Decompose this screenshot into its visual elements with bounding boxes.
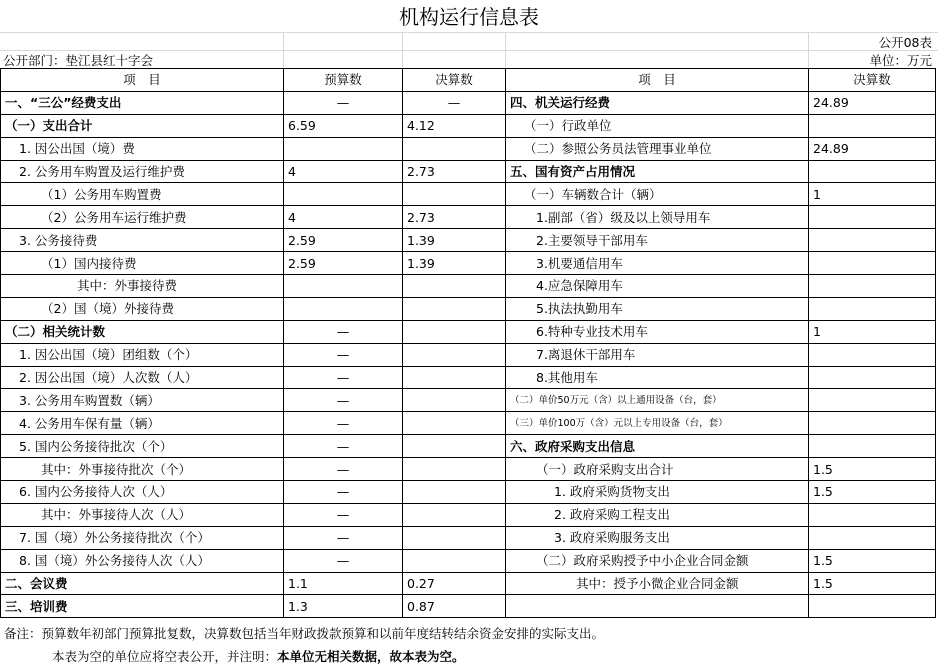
- final-cell: 2.73: [403, 206, 506, 229]
- final-cell: [403, 458, 506, 481]
- right-label: 5.执法执勤用车: [506, 297, 809, 320]
- right-value: [809, 366, 936, 389]
- table-row: [1, 297, 936, 320]
- table-row: [1, 412, 936, 435]
- right-label: 2.主要领导干部用车: [506, 229, 809, 252]
- right-label: 7.离退休干部用车: [506, 343, 809, 366]
- right-value: 1: [809, 183, 936, 206]
- right-value: 1.5: [809, 481, 936, 504]
- final-cell: [403, 526, 506, 549]
- budget-cell: —: [284, 503, 403, 526]
- table-row: [1, 503, 936, 526]
- table-row: [1, 275, 936, 298]
- right-label: 1.副部（省）级及以上领导用车: [506, 206, 809, 229]
- right-value: 24.89: [809, 91, 936, 114]
- row-label: （2）公务用车运行维护费: [1, 206, 284, 229]
- final-cell: 1.39: [403, 252, 506, 275]
- header-row: [1, 69, 936, 92]
- row-label: 1. 因公出国（境）团组数（个）: [1, 343, 284, 366]
- final-cell: [403, 389, 506, 412]
- header-item-right: 项 目: [506, 69, 809, 92]
- budget-cell: —: [284, 526, 403, 549]
- final-cell: 4.12: [403, 114, 506, 137]
- right-label: 3.机要通信用车: [506, 252, 809, 275]
- final-cell: 0.27: [403, 572, 506, 595]
- right-value: [809, 160, 936, 183]
- right-value: [809, 114, 936, 137]
- right-label: （二）政府采购授予中小企业合同金额: [506, 549, 809, 572]
- final-cell: [403, 435, 506, 458]
- right-label: （二）单价50万元（含）以上通用设备（台，套）: [506, 389, 809, 412]
- row-label: 二、会议费: [1, 572, 284, 595]
- budget-cell: [284, 137, 403, 160]
- final-cell: 2.73: [403, 160, 506, 183]
- grid-line: [808, 32, 809, 68]
- table-row: [1, 366, 936, 389]
- budget-cell: 2.59: [284, 229, 403, 252]
- budget-cell: 1.3: [284, 595, 403, 618]
- budget-cell: 4: [284, 160, 403, 183]
- budget-cell: —: [284, 549, 403, 572]
- budget-cell: —: [284, 435, 403, 458]
- right-label: 四、机关运行经费: [506, 91, 809, 114]
- table-row: [1, 114, 936, 137]
- grid-line: [505, 32, 506, 68]
- right-value: 24.89: [809, 137, 936, 160]
- unit-label: 单位：万元: [869, 53, 932, 68]
- budget-cell: 2.59: [284, 252, 403, 275]
- right-label: 2. 政府采购工程支出: [506, 503, 809, 526]
- right-value: [809, 503, 936, 526]
- table-row: [1, 206, 936, 229]
- final-cell: [403, 297, 506, 320]
- final-cell: [403, 183, 506, 206]
- table-row: [1, 320, 936, 343]
- budget-cell: [284, 275, 403, 298]
- table-row: [1, 252, 936, 275]
- right-value: [809, 389, 936, 412]
- row-label: 3. 公务接待费: [1, 229, 284, 252]
- budget-cell: —: [284, 412, 403, 435]
- table-row: [1, 160, 936, 183]
- budget-cell: —: [284, 389, 403, 412]
- right-value: [809, 229, 936, 252]
- final-cell: 1.39: [403, 229, 506, 252]
- right-label: （一）车辆数合计（辆）: [506, 183, 809, 206]
- right-label: （三）单价100万（含）元以上专用设备（台，套）: [506, 412, 809, 435]
- table-row: [1, 549, 936, 572]
- row-label: 其中：外事接待人次（人）: [1, 503, 284, 526]
- final-cell: —: [403, 91, 506, 114]
- right-label: 8.其他用车: [506, 366, 809, 389]
- row-label: 6. 国内公务接待人次（人）: [1, 481, 284, 504]
- budget-cell: [284, 297, 403, 320]
- budget-cell: 6.59: [284, 114, 403, 137]
- header-item: 项 目: [1, 69, 284, 92]
- right-label: 六、政府采购支出信息: [506, 435, 809, 458]
- right-label: 3. 政府采购服务支出: [506, 526, 809, 549]
- final-cell: [403, 366, 506, 389]
- empty-note-prefix: 本表为空的单位应将空表公开，并注明：: [52, 649, 278, 664]
- final-cell: [403, 137, 506, 160]
- header-final-right: 决算数: [809, 69, 936, 92]
- row-label: 4. 公务用车保有量（辆）: [1, 412, 284, 435]
- row-label: 2. 因公出国（境）人次数（人）: [1, 366, 284, 389]
- final-cell: [403, 343, 506, 366]
- right-value: 1.5: [809, 549, 936, 572]
- row-label: （二）相关统计数: [1, 320, 284, 343]
- row-label: 8. 国（境）外公务接待人次（人）: [1, 549, 284, 572]
- budget-cell: 4: [284, 206, 403, 229]
- right-value: 1: [809, 320, 936, 343]
- row-label: （一）支出合计: [1, 114, 284, 137]
- table-row: [1, 91, 936, 114]
- right-value: [809, 343, 936, 366]
- right-label: （一）行政单位: [506, 114, 809, 137]
- right-label: 其中：授予小微企业合同金额: [506, 572, 809, 595]
- budget-cell: —: [284, 481, 403, 504]
- budget-cell: [284, 183, 403, 206]
- table-row: [1, 526, 936, 549]
- table-row: [1, 183, 936, 206]
- table-row: [1, 435, 936, 458]
- right-value: [809, 206, 936, 229]
- right-value: [809, 595, 936, 618]
- row-label: （2）国（境）外接待费: [1, 297, 284, 320]
- row-label: 三、培训费: [1, 595, 284, 618]
- final-cell: [403, 412, 506, 435]
- right-label: （二）参照公务员法管理事业单位: [506, 137, 809, 160]
- table-row: [1, 343, 936, 366]
- final-cell: [403, 320, 506, 343]
- table-row: [1, 458, 936, 481]
- table-row: [1, 595, 936, 618]
- final-cell: [403, 503, 506, 526]
- final-cell: 0.87: [403, 595, 506, 618]
- row-label: 5. 国内公务接待批次（个）: [1, 435, 284, 458]
- page-title: 机构运行信息表: [399, 5, 539, 29]
- right-label: [506, 595, 809, 618]
- row-label: 一、“三公”经费支出: [1, 91, 284, 114]
- final-cell: [403, 549, 506, 572]
- budget-cell: 1.1: [284, 572, 403, 595]
- right-label: 4.应急保障用车: [506, 275, 809, 298]
- right-value: [809, 275, 936, 298]
- right-value: 1.5: [809, 572, 936, 595]
- right-value: 1.5: [809, 458, 936, 481]
- right-value: [809, 252, 936, 275]
- table-row: [1, 572, 936, 595]
- budget-cell: —: [284, 343, 403, 366]
- grid-line: [0, 32, 938, 33]
- table-row: [1, 229, 936, 252]
- remark-note: 备注：预算数年初部门预算批复数，决算数包括当年财政拨款预算和以前年度结转结余资金安排的实际支出。: [4, 626, 605, 641]
- table-row: [1, 389, 936, 412]
- right-label: （一）政府采购支出合计: [506, 458, 809, 481]
- info-table: [0, 68, 936, 618]
- budget-cell: —: [284, 458, 403, 481]
- right-label: 五、国有资产占用情况: [506, 160, 809, 183]
- row-label: 其中：外事接待批次（个）: [1, 458, 284, 481]
- grid-line: [402, 32, 403, 68]
- department-label: 公开部门：垫江县红十字会: [3, 53, 154, 68]
- row-label: 3. 公务用车购置数（辆）: [1, 389, 284, 412]
- header-budget: 预算数: [284, 69, 403, 92]
- budget-cell: —: [284, 366, 403, 389]
- right-value: [809, 435, 936, 458]
- right-label: 6.特种专业技术用车: [506, 320, 809, 343]
- header-final: 决算数: [403, 69, 506, 92]
- row-label: 1. 因公出国（境）费: [1, 137, 284, 160]
- row-label: （1）国内接待费: [1, 252, 284, 275]
- grid-line: [283, 32, 284, 68]
- right-value: [809, 297, 936, 320]
- table-row: [1, 137, 936, 160]
- row-label: 2. 公务用车购置及运行维护费: [1, 160, 284, 183]
- row-label: 7. 国（境）外公务接待批次（个）: [1, 526, 284, 549]
- final-cell: [403, 275, 506, 298]
- right-value: [809, 412, 936, 435]
- right-label: 1. 政府采购货物支出: [506, 481, 809, 504]
- final-cell: [403, 481, 506, 504]
- right-value: [809, 526, 936, 549]
- budget-cell: —: [284, 320, 403, 343]
- row-label: （1）公务用车购置费: [1, 183, 284, 206]
- empty-note-bold: 本单位无相关数据，故本表为空。: [277, 649, 465, 664]
- row-label: 其中：外事接待费: [1, 275, 284, 298]
- empty-table-note: [52, 647, 465, 665]
- table-row: [1, 481, 936, 504]
- form-number: 公开08表: [878, 35, 932, 50]
- budget-cell: —: [284, 91, 403, 114]
